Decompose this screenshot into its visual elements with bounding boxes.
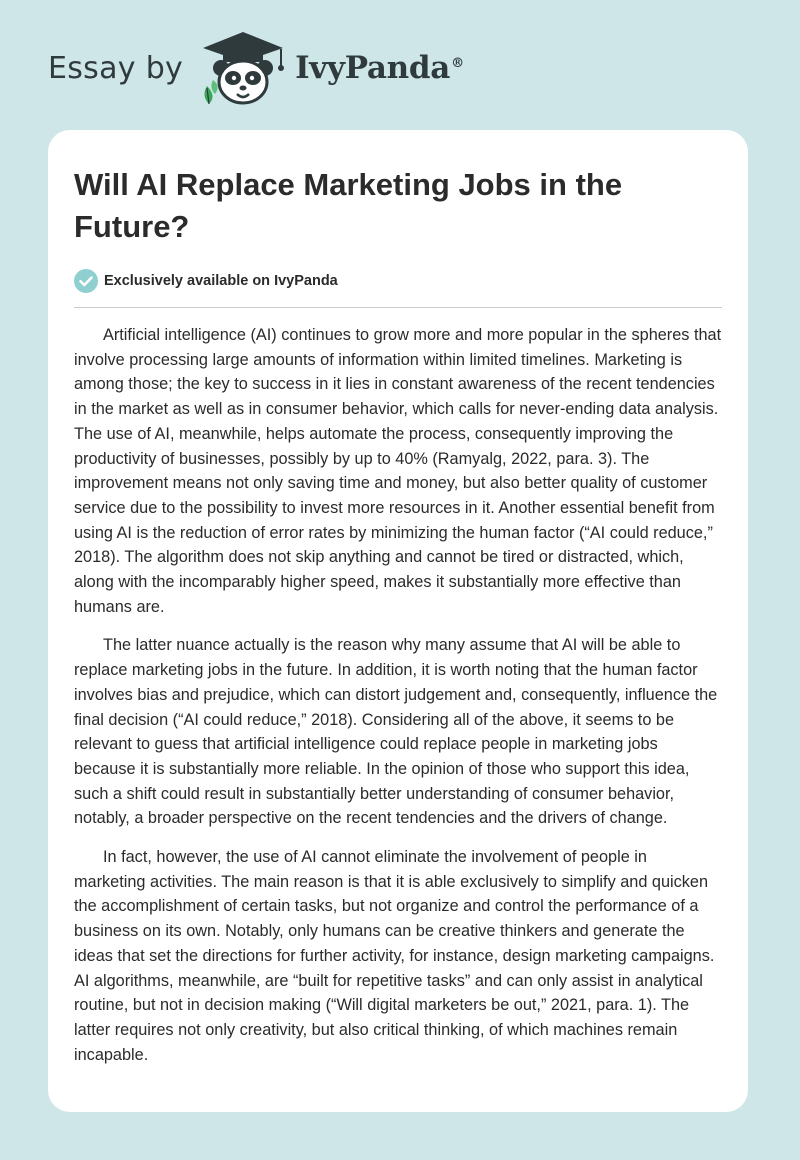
exclusive-badge-label: Exclusively available on IvyPanda bbox=[104, 273, 338, 289]
exclusive-badge bbox=[74, 268, 722, 294]
essay-paragraph: In fact, however, the use of AI cannot eliminate the involvement of people in marketing activities. The main reason is that it is able exclusively to simplify and quicken the accomplishment of certain tasks, but not organize and control the performance of a business on its own. Notably, only humans can be creative thinkers and generate the ideas that set the directions for further activity, for instance, design marketing campaigns. AI algorithms, meanwhile, are “built for repetitive tasks” and can only assist in analytical routine, but not in decision making (“Will digital marketers be out,” 2021, para. 1). The latter requires not only creativity, but also critical thinking, of which machines remain incapable. bbox=[74, 848, 715, 1064]
panda-graduate-logo-icon bbox=[197, 28, 289, 108]
essay-paragraph: Artificial intelligence (AI) continues to grow more and more popular in the spheres that involve processing large amounts of information within limited timelines. Marketing is among those; the key to success in it lies in constant awareness of the recent tendencies in the market as well as in consumer behavior, which calls for never-ending data analysis. The use of AI, meanwhile, helps automate the process, consequently improving the productivity of businesses, possibly by up to 40% (Ramyalg, 2022, para. 3). The improvement means not only saving time and money, but also better quality of customer service due to the possibility to invest more resources in it. Another essential benefit from using AI is the reduction of error rates by minimizing the human factor (“AI could reduce,” 2018). The algorithm does not skip anything and cannot be tired or distracted, which, along with the incomparably higher speed, makes it substantially more effective than humans are. bbox=[74, 326, 722, 616]
essay-title: Will AI Replace Marketing Jobs in the Future? bbox=[74, 167, 623, 244]
essay-body bbox=[74, 323, 722, 1067]
registered-mark: ® bbox=[451, 55, 464, 71]
check-circle-icon bbox=[74, 269, 98, 293]
brand-name: IvyPanda® bbox=[295, 50, 464, 86]
site-header-brand[interactable] bbox=[48, 28, 464, 108]
essay-paragraph: The latter nuance actually is the reason why many assume that AI will be able to replace marketing jobs in the future. In addition, it is worth noting that the human factor involves bias and prejudice, which can distort judgement and, consequently, influence the final decision (“AI could reduce,” 2018). Considering all of the above, it seems to be relevant to guess that artificial intelligence could replace people in marketing jobs because it is substantially more reliable. In the opinion of those who support this idea, such a shift could result in substantially better understanding of consumer behavior, notably, a broader perspective on the recent tendencies and the drivers of change. bbox=[74, 636, 718, 828]
title-divider bbox=[74, 307, 722, 308]
essay-card bbox=[48, 130, 748, 1112]
essay-by-label: Essay by bbox=[48, 50, 184, 86]
